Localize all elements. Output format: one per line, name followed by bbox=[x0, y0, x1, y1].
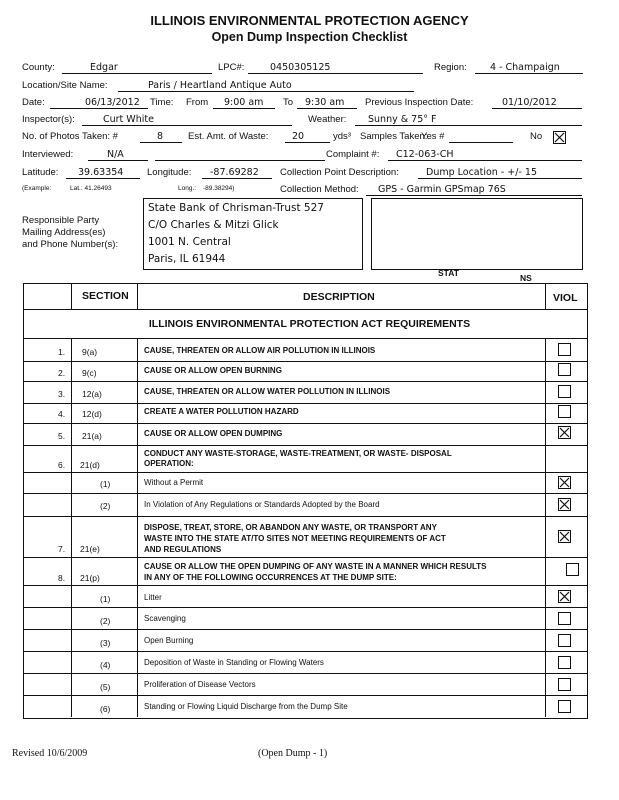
phone-numbers-label: and Phone Number(s): bbox=[22, 239, 119, 250]
row-8-6-desc: Standing or Flowing Liquid Discharge from the Dump Site bbox=[144, 702, 348, 711]
row-4-viol-checkbox[interactable] bbox=[558, 405, 571, 418]
row-8-2-desc: Scavenging bbox=[144, 614, 186, 623]
example-label: (Example: bbox=[22, 185, 52, 192]
weather-field[interactable]: Sunny & 75° F bbox=[368, 114, 437, 125]
row-3-desc: CAUSE, THREATEN OR ALLOW WATER POLLUTION IN ILLINOIS bbox=[144, 387, 391, 396]
prev-inspection-field[interactable]: 01/10/2012 bbox=[502, 97, 557, 108]
latitude-label: Latitude: bbox=[22, 167, 59, 178]
row-3-num: 3. bbox=[58, 389, 66, 399]
waste-amount-label: Est. Amt. of Waste: bbox=[188, 131, 269, 142]
to-label: To bbox=[283, 97, 294, 108]
row-1-num: 1. bbox=[58, 347, 66, 357]
collection-method-field[interactable]: GPS - Garmin GPSmap 76S bbox=[378, 184, 506, 195]
prev-inspection-label: Previous Inspection Date: bbox=[365, 97, 474, 108]
row-8-num: 8. bbox=[58, 573, 66, 583]
party-line-3: 1001 N. Central bbox=[148, 236, 231, 248]
row-4-num: 4. bbox=[58, 409, 66, 419]
revised-date: Revised 10/6/2009 bbox=[12, 748, 88, 759]
row-8-desc-line-2: IN ANY OF THE FOLLOWING OCCURRENCES AT THE DUMP SITE: bbox=[144, 573, 397, 582]
lpc-field[interactable]: 0450305125 bbox=[270, 62, 331, 73]
example-latitude: Lat.: 41.26493 bbox=[70, 185, 112, 192]
collection-point-field[interactable]: Dump Location - +/- 15 bbox=[426, 167, 537, 178]
photos-field[interactable]: 8 bbox=[157, 131, 164, 142]
row-4-desc: CREATE A WATER POLLUTION HAZARD bbox=[144, 407, 299, 416]
row-7-num: 7. bbox=[58, 544, 66, 554]
row-1-desc: CAUSE, THREATEN OR ALLOW AIR POLLUTION IN ILLINOIS bbox=[144, 346, 376, 355]
responsible-party-label: Responsible Party bbox=[22, 215, 100, 226]
row-2-desc: CAUSE OR ALLOW OPEN BURNING bbox=[144, 366, 282, 375]
row-8-1-sub: (1) bbox=[100, 594, 111, 604]
row-8-2-viol-checkbox[interactable] bbox=[558, 612, 571, 625]
row-8-3-sub: (3) bbox=[100, 638, 111, 648]
second-party-box[interactable] bbox=[371, 198, 583, 270]
row-6-1-viol-checkbox[interactable] bbox=[558, 476, 571, 489]
row-1-section: 9(a) bbox=[82, 347, 98, 357]
responsible-party-box[interactable] bbox=[143, 198, 363, 270]
longitude-label: Longitude: bbox=[147, 167, 192, 178]
inspectors-field[interactable]: Curt White bbox=[103, 114, 154, 125]
from-label: From bbox=[186, 97, 209, 108]
row-8-2-sub: (2) bbox=[100, 616, 111, 626]
row-8-1-viol-checkbox[interactable] bbox=[558, 590, 571, 603]
time-to-field[interactable]: 9:30 am bbox=[305, 97, 345, 108]
checkmark-x-icon bbox=[559, 531, 570, 542]
row-6-desc-line-1: CONDUCT ANY WASTE-STORAGE, WASTE-TREATMENT, OR WASTE- DISPOSAL bbox=[144, 449, 452, 458]
collection-point-label: Collection Point Description: bbox=[280, 167, 399, 178]
row-6-num: 6. bbox=[58, 460, 66, 470]
col-viol-header: VIOL bbox=[553, 292, 578, 304]
row-8-5-desc: Proliferation of Disease Vectors bbox=[144, 680, 256, 689]
row-8-4-desc: Deposition of Waste in Standing or Flowing Waters bbox=[144, 658, 324, 667]
row-6-2-viol-checkbox[interactable] bbox=[558, 498, 571, 511]
time-from-field[interactable]: 9:00 am bbox=[224, 97, 264, 108]
lpc-label: LPC#: bbox=[218, 62, 245, 73]
samples-no-label: No bbox=[530, 131, 543, 142]
time-label: Time: bbox=[150, 97, 174, 108]
complaint-field[interactable]: C12-063-CH bbox=[396, 149, 454, 160]
mailing-address-label: Mailing Address(es) bbox=[22, 227, 106, 238]
col-section-header: SECTION bbox=[82, 290, 129, 302]
date-label: Date: bbox=[22, 97, 45, 108]
stamp-text-1: STAT bbox=[438, 268, 459, 278]
samples-label: Samples Taken: bbox=[360, 131, 428, 142]
row-8-3-desc: Open Burning bbox=[144, 636, 194, 645]
row-7-viol-checkbox[interactable] bbox=[558, 530, 571, 543]
row-5-desc: CAUSE OR ALLOW OPEN DUMPING bbox=[144, 429, 283, 438]
longitude-field[interactable]: -87.69282 bbox=[210, 167, 259, 178]
interviewed-field[interactable]: N/A bbox=[107, 149, 124, 160]
row-7-desc-line-2: WASTE INTO THE STATE AT/TO SITES NOT MEETING REQUIREMENTS OF ACT bbox=[144, 534, 446, 543]
party-line-1: State Bank of Chrisman-Trust 527 bbox=[148, 202, 324, 214]
row-8-desc-line-1: CAUSE OR ALLOW THE OPEN DUMPING OF ANY WASTE IN A MANNER WHICH RESULTS bbox=[144, 562, 487, 571]
row-1-viol-checkbox[interactable] bbox=[558, 343, 571, 356]
row-8-4-viol-checkbox[interactable] bbox=[558, 656, 571, 669]
row-5-viol-checkbox[interactable] bbox=[558, 426, 571, 439]
row-8-5-viol-checkbox[interactable] bbox=[558, 678, 571, 691]
row-5-section: 21(a) bbox=[82, 431, 102, 441]
location-field[interactable]: Paris / Heartland Antique Auto bbox=[148, 80, 292, 91]
row-2-section: 9(c) bbox=[82, 368, 97, 378]
samples-yes-label: Yes # bbox=[421, 131, 445, 142]
row-6-1-sub: (1) bbox=[100, 479, 111, 489]
waste-amount-field[interactable]: 20 bbox=[292, 131, 305, 142]
county-label: County: bbox=[22, 62, 55, 73]
row-8-section: 21(p) bbox=[80, 573, 100, 583]
row-4-section: 12(d) bbox=[82, 409, 102, 419]
location-label: Location/Site Name: bbox=[22, 80, 108, 91]
row-7-desc-line-1: DISPOSE, TREAT, STORE, OR ABANDON ANY WASTE, OR TRANSPORT ANY bbox=[144, 523, 437, 532]
row-8-1-desc: Litter bbox=[144, 593, 162, 602]
checkmark-x-icon bbox=[554, 132, 565, 143]
inspectors-label: Inspector(s): bbox=[22, 114, 75, 125]
row-8-6-sub: (6) bbox=[100, 704, 111, 714]
samples-no-checkbox[interactable] bbox=[553, 131, 566, 144]
row-8-3-viol-checkbox[interactable] bbox=[558, 634, 571, 647]
complaint-label: Complaint #: bbox=[326, 149, 380, 160]
row-8-5-sub: (5) bbox=[100, 682, 111, 692]
row-6-section: 21(d) bbox=[80, 460, 100, 470]
row-2-num: 2. bbox=[58, 368, 66, 378]
row-6-2-sub: (2) bbox=[100, 501, 111, 511]
checkmark-x-icon bbox=[559, 499, 570, 510]
row-3-section: 12(a) bbox=[82, 389, 102, 399]
checkmark-x-icon bbox=[559, 477, 570, 488]
row-6-1-desc: Without a Permit bbox=[144, 478, 204, 487]
row-6-desc-line-2: OPERATION: bbox=[144, 459, 194, 468]
photos-label: No. of Photos Taken: # bbox=[22, 131, 118, 142]
region-label: Region: bbox=[434, 62, 467, 73]
form-title: Open Dump Inspection Checklist bbox=[211, 30, 408, 44]
group-title: ILLINOIS ENVIRONMENTAL PROTECTION ACT REQUIREMENTS bbox=[148, 318, 471, 330]
example-longitude-label: Long.: bbox=[178, 185, 197, 192]
row-6-2-desc: In Violation of Any Regulations or Standards Adopted by the Board bbox=[144, 500, 380, 509]
latitude-field[interactable]: 39.63354 bbox=[78, 167, 124, 178]
row-3-viol-checkbox[interactable] bbox=[558, 385, 571, 398]
row-7-section: 21(e) bbox=[80, 544, 100, 554]
row-7-desc-line-3: AND REGULATIONS bbox=[144, 545, 222, 554]
date-field[interactable]: 06/13/2012 bbox=[85, 97, 140, 108]
weather-label: Weather: bbox=[308, 114, 347, 125]
yds-unit-label: yds³ bbox=[333, 131, 351, 142]
row-5-num: 5. bbox=[58, 431, 66, 441]
region-field[interactable]: 4 - Champaign bbox=[490, 62, 560, 73]
row-2-viol-checkbox[interactable] bbox=[558, 363, 571, 376]
party-line-2: C/O Charles & Mitzi Glick bbox=[148, 219, 279, 231]
stamp-text-2: NS bbox=[520, 273, 532, 283]
county-field[interactable]: Edgar bbox=[90, 62, 118, 73]
row-8-6-viol-checkbox[interactable] bbox=[558, 700, 571, 713]
col-description-header: DESCRIPTION bbox=[303, 291, 375, 303]
agency-title: ILLINOIS ENVIRONMENTAL PROTECTION AGENCY bbox=[150, 13, 469, 28]
interviewed-label: Interviewed: bbox=[22, 149, 74, 160]
row-8-partial-checkbox[interactable] bbox=[566, 563, 579, 576]
checkmark-x-icon bbox=[559, 427, 570, 438]
party-line-4: Paris, IL 61944 bbox=[148, 253, 226, 265]
checkmark-x-icon bbox=[559, 591, 570, 602]
page-label: (Open Dump - 1) bbox=[258, 748, 328, 759]
example-longitude: -89.38294) bbox=[203, 185, 235, 192]
row-8-4-sub: (4) bbox=[100, 660, 111, 670]
collection-method-label: Collection Method: bbox=[280, 184, 359, 195]
